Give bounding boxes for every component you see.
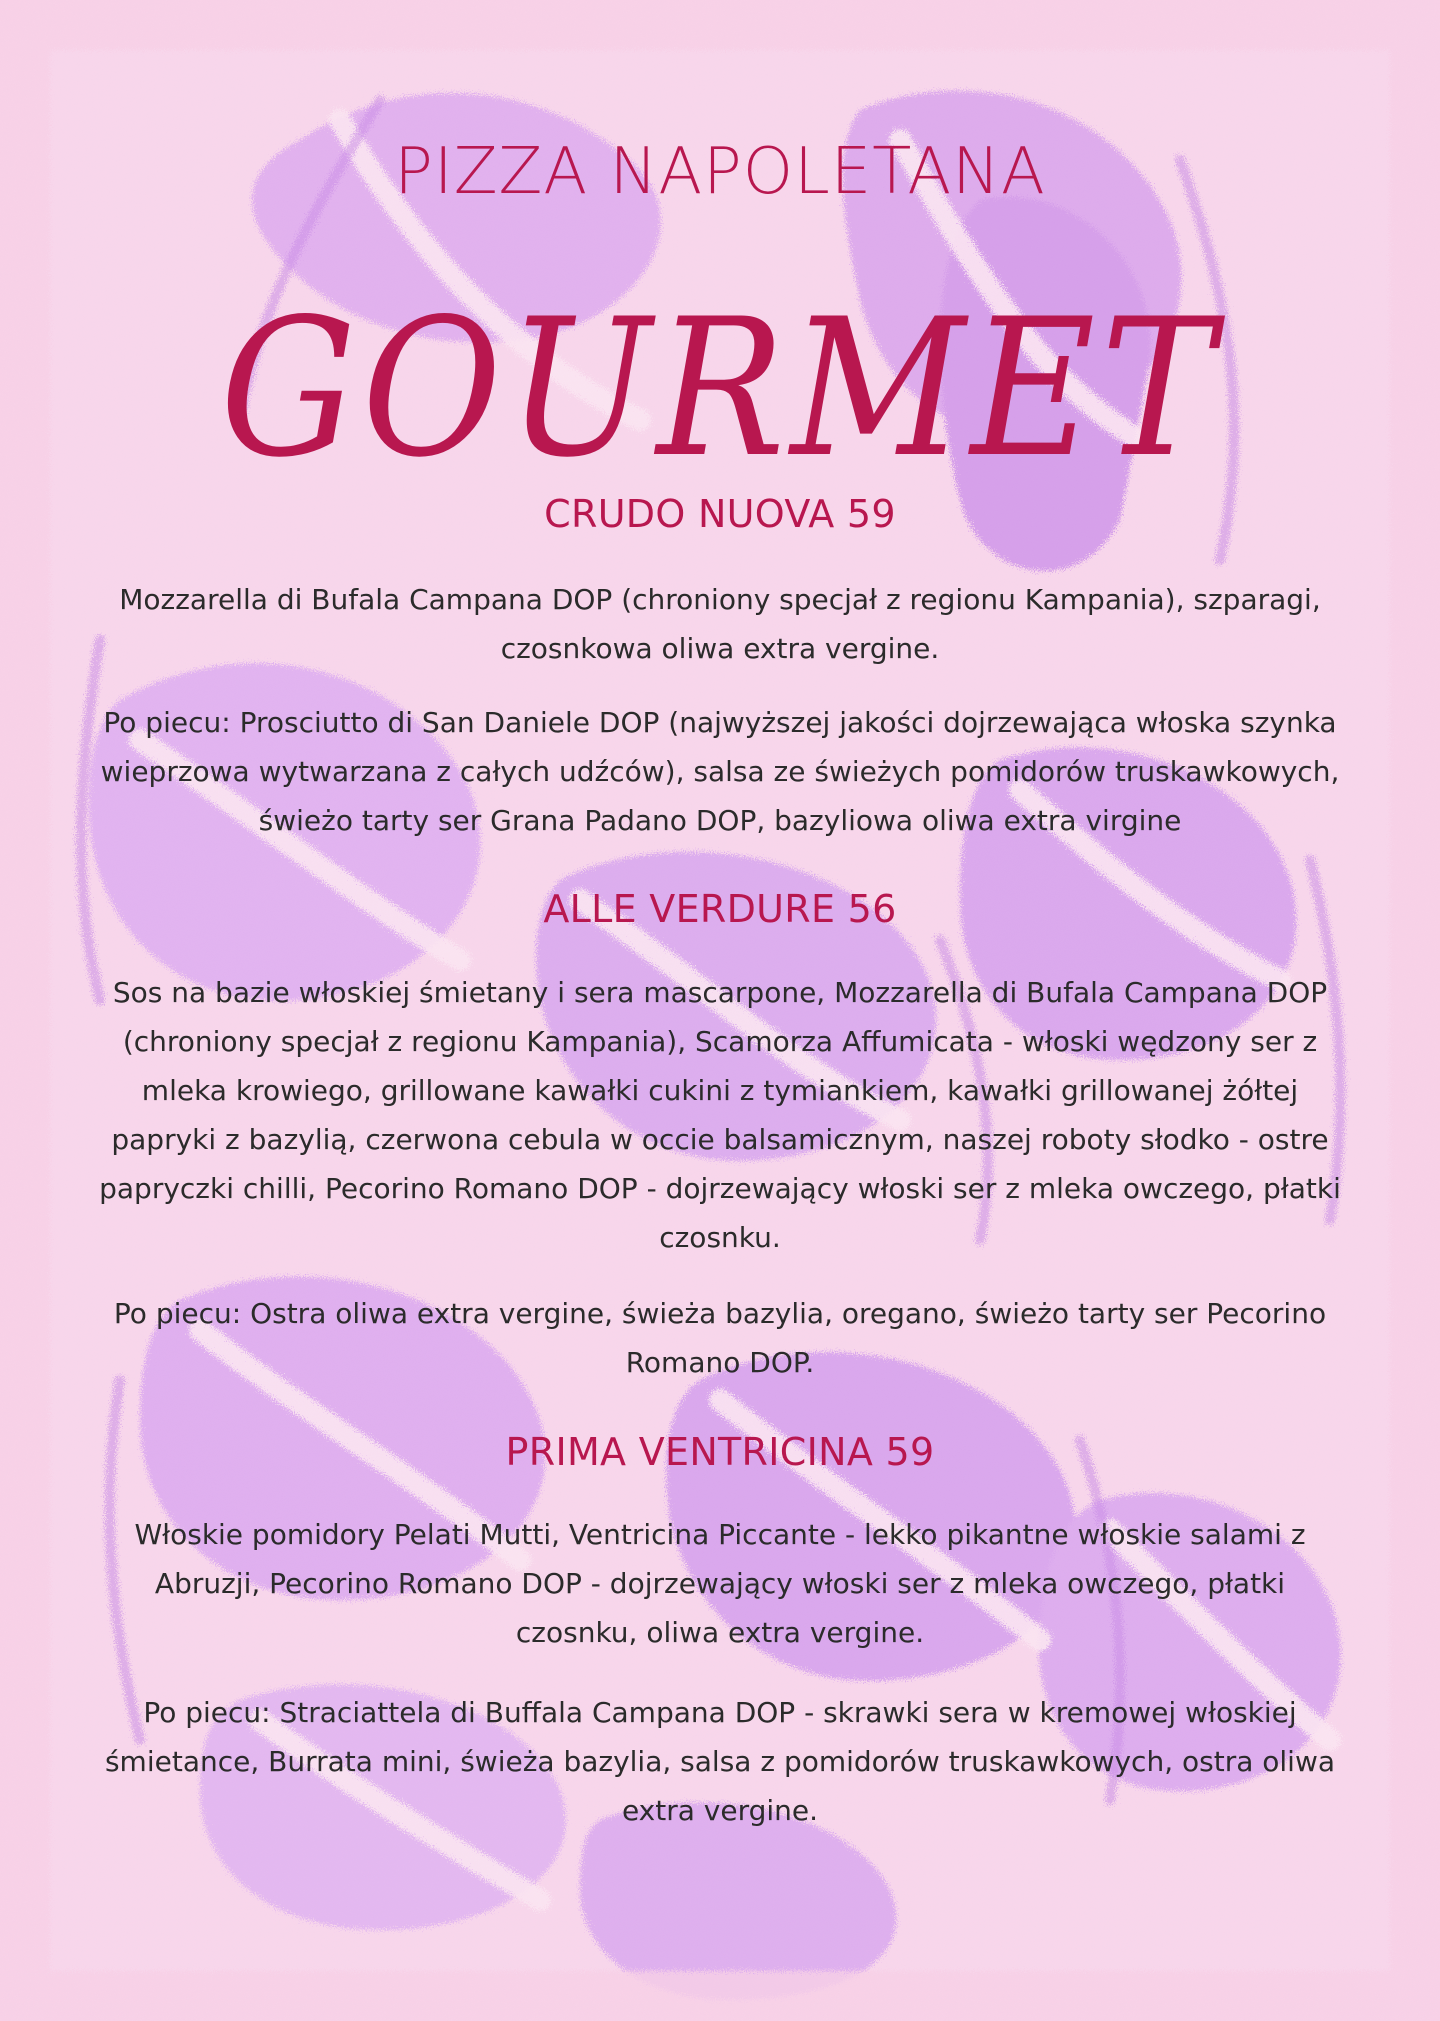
dish-title: CRUDO NUOVA 59 <box>544 492 896 536</box>
dish-description: Mozzarella di Bufala Campana DOP (chroniony specjał z regionu Kampania), szparagi, czosnkowa oliwa extra vergine. <box>119 583 1321 665</box>
menu-subtitle: PIZZA NAPOLETANA <box>394 135 1046 209</box>
dish-title: PRIMA VENTRICINA 59 <box>505 1430 935 1474</box>
gourmet-heading-text: GOURMET <box>220 278 1226 499</box>
dish-after-oven: Po piecu: Ostra oliwa extra vergine, świeża bazylia, oregano, świeżo tarty ser Pecorino Romano DOP. <box>113 1297 1327 1379</box>
gourmet-heading <box>0 272 1440 512</box>
dish-title: ALLE VERDURE 56 <box>543 887 897 931</box>
dish-description: Włoskie pomidory Pelati Mutti, Ventricina Piccante - lekko pikantne włoskie salami z Abruzji, Pecorino Romano DOP - dojrzewający włoski ser z mleka owczego, płatki czosnku, oliwa extra vergine. <box>134 1518 1306 1649</box>
dish-after-oven: Po piecu: Straciattela di Buffala Campana DOP - skrawki sera w kremowej włoskiej śmietance, Burrata mini, świeża bazylia, salsa z pomidorów truskawkowych, ostra oliwa extra vergine. <box>104 1696 1336 1827</box>
dish-description: Sos na bazie włoskiej śmietany i sera mascarpone, Mozzarella di Bufala Campana DOP (chroniony specjał z regionu Kampania), Scamorza Affumicata - włoski wędzony ser z mleka krowiego, grillowane kawałki cukini z tymiankiem, kawałki grillowanej żółtej papryki z bazylią, czerwona cebula w occie balsamicznym, naszej roboty słodko - ostre papryczki chilli, Pecorino Romano DOP - dojrzewający włoski ser z mleka owczego, płatki czosnku. <box>99 976 1341 1254</box>
dish-after-oven: Po piecu: Prosciutto di San Daniele DOP (najwyższej jakości dojrzewająca włoska szynka wieprzowa wytwarzana z całych udźców), salsa ze świeżych pomidorów truskawkowych, świeżo tarty ser Grana Padano DOP, bazyliowa oliwa extra virgine <box>100 706 1340 837</box>
